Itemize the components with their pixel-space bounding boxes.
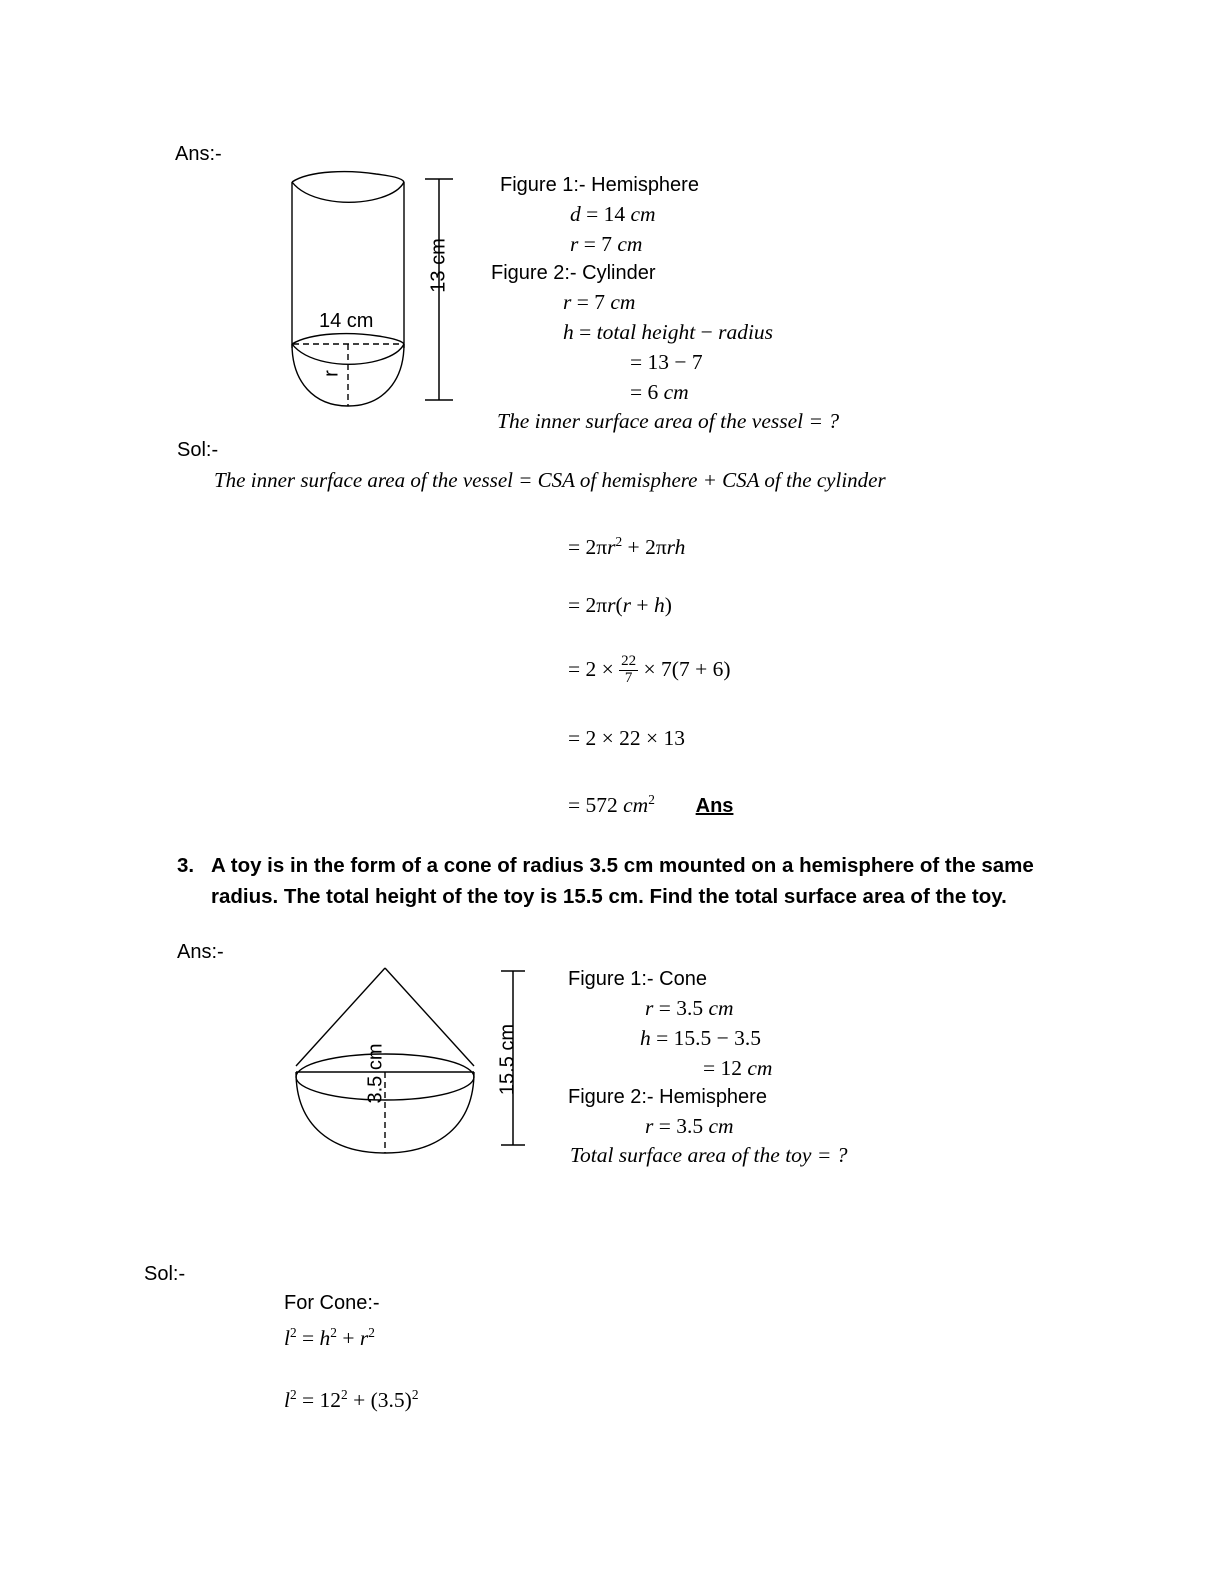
toy-radius-label: 3.5 cm xyxy=(364,1043,387,1104)
figure1-heading-q2: Figure 1:- Hemisphere xyxy=(500,174,699,196)
times-sign: × xyxy=(601,657,614,682)
q2-fig2-height-step2 xyxy=(630,382,689,404)
q2-step-2 xyxy=(568,595,672,617)
figure1-heading-q3: Figure 1:- Cone xyxy=(568,968,707,990)
d-value: 14 xyxy=(603,202,626,226)
value-b: 7 xyxy=(691,350,703,374)
r-symbol: r xyxy=(359,1326,369,1351)
value-a: 12 xyxy=(319,1388,342,1413)
ans-tag: Ans xyxy=(695,795,734,818)
q2-fig2-height-expr xyxy=(563,322,773,344)
answer-label-q2: Ans:- xyxy=(175,143,222,165)
vessel-height-label: 13 cm xyxy=(427,238,450,293)
value-b: 3.5 xyxy=(734,1026,762,1050)
minus: − xyxy=(674,350,687,374)
figure2-heading-q3: Figure 2:- Hemisphere xyxy=(568,1086,767,1108)
value: 6 xyxy=(647,380,659,404)
tail-expression: 7(7 + 6) xyxy=(661,657,731,682)
fraction-22-over-7 xyxy=(619,654,638,687)
times-sign: × xyxy=(643,657,656,682)
plus: + xyxy=(627,535,640,560)
value-a: 15.5 xyxy=(673,1026,712,1050)
q2-fig2-radius xyxy=(563,292,635,314)
two-pi: 2π xyxy=(585,593,608,617)
q2-fig2-height-step1 xyxy=(630,352,703,374)
r-symbol: r xyxy=(570,232,579,256)
toy-height-label: 15.5 cm xyxy=(496,1023,519,1096)
fraction-denominator: 7 xyxy=(619,670,638,687)
q2-fig1-radius xyxy=(570,234,642,256)
r-value: 3.5 xyxy=(676,1114,704,1138)
unit: cm xyxy=(623,793,649,818)
equals: = xyxy=(658,1114,671,1138)
q3-question-restate: Total surface area of the toy = ? xyxy=(570,1143,848,1167)
equals: = xyxy=(568,726,581,750)
minus: − xyxy=(700,320,713,344)
q3-cone-radius xyxy=(645,998,734,1020)
equals: = xyxy=(302,1388,315,1413)
two-pi: 2π xyxy=(645,535,667,560)
r-symbol: r xyxy=(563,290,572,314)
radius-term: radius xyxy=(718,320,774,344)
equals: = xyxy=(656,1026,669,1050)
exponent-2: 2 xyxy=(648,792,655,807)
equals: = xyxy=(579,320,592,344)
exponent-2: 2 xyxy=(411,1387,419,1402)
equals: = xyxy=(568,593,581,617)
solution-label-q3: Sol:- xyxy=(144,1263,186,1285)
d-symbol: d xyxy=(570,202,581,226)
r-symbol: r xyxy=(645,996,654,1020)
exponent-2: 2 xyxy=(289,1325,297,1340)
two-pi: 2π xyxy=(585,535,608,560)
l-symbol: l xyxy=(284,1326,290,1351)
value: 12 xyxy=(720,1056,743,1080)
unit: cm xyxy=(610,290,636,314)
r-symbol: r xyxy=(607,593,616,617)
r-symbol: r xyxy=(645,1114,654,1138)
question-3-text: A toy is in the form of a cone of radius 3.5 cm mounted on a hemisphere of the same radius. The total height of the toy is 15.5 cm. Find the total surface area of the toy. xyxy=(211,854,1034,908)
q3-cone-height-result xyxy=(703,1058,772,1080)
plus: + xyxy=(353,1388,366,1413)
equals: = xyxy=(568,657,581,682)
solution-label-q2: Sol:- xyxy=(177,439,219,461)
q3-slant-formula xyxy=(284,1326,375,1350)
unit: cm xyxy=(663,380,689,404)
h-symbol: h xyxy=(319,1326,331,1351)
exponent-2: 2 xyxy=(615,534,623,549)
equals: = xyxy=(658,996,671,1020)
rh-term: rh xyxy=(666,535,686,560)
r-symbol: r xyxy=(607,535,616,560)
q2-step-4 xyxy=(568,728,685,750)
answer-label-q3: Ans:- xyxy=(177,941,224,963)
plus: + xyxy=(636,593,649,617)
q2-step-1 xyxy=(568,535,685,559)
open-paren: ( xyxy=(615,593,623,617)
h-symbol: h xyxy=(563,320,574,344)
product-expression: 2 × 22 × 13 xyxy=(585,726,686,750)
figure2-heading-q2: Figure 2:- Cylinder xyxy=(491,262,656,284)
minus: − xyxy=(716,1026,729,1050)
value-b: (3.5) xyxy=(370,1388,412,1413)
value-a: 13 xyxy=(647,350,670,374)
equals: = xyxy=(576,290,589,314)
r-value: 3.5 xyxy=(676,996,704,1020)
lead-factor: 2 xyxy=(585,657,597,682)
exponent-2: 2 xyxy=(341,1387,348,1402)
equals: = xyxy=(630,380,643,404)
exponent-2: 2 xyxy=(289,1387,297,1402)
unit: cm xyxy=(708,1114,734,1138)
exponent-2: 2 xyxy=(368,1325,375,1340)
for-cone-label: For Cone:- xyxy=(284,1292,380,1314)
unit: cm xyxy=(708,996,734,1020)
close-paren: ) xyxy=(664,593,672,617)
unit: cm xyxy=(630,202,656,226)
unit: cm xyxy=(747,1056,773,1080)
final-value: 572 xyxy=(585,793,618,818)
vessel-diameter-label: 14 cm xyxy=(319,310,374,332)
q2-fig1-diameter xyxy=(570,204,656,226)
plus: + xyxy=(342,1326,355,1351)
unit: cm xyxy=(617,232,643,256)
equals: = xyxy=(586,202,599,226)
h-symbol: h xyxy=(640,1026,651,1050)
q2-formula-line: The inner surface area of the vessel = CSA of hemisphere + CSA of the cylinder xyxy=(214,468,886,492)
equals: = xyxy=(630,350,643,374)
exponent-2: 2 xyxy=(330,1325,337,1340)
equals: = xyxy=(302,1326,315,1351)
q3-cone-height-expr xyxy=(640,1028,761,1050)
r-symbol: r xyxy=(622,593,632,617)
question-3-number: 3. xyxy=(177,854,195,877)
equals: = xyxy=(568,793,581,818)
q2-step-3 xyxy=(568,655,731,688)
r-value: 7 xyxy=(594,290,606,314)
fraction-numerator: 22 xyxy=(621,653,637,669)
q2-question-restate: The inner surface area of the vessel = ? xyxy=(497,409,840,433)
equals: = xyxy=(703,1056,716,1080)
total-height-term: total height xyxy=(596,320,696,344)
q2-step-5-final xyxy=(568,793,733,817)
equals: = xyxy=(568,535,581,560)
q3-slant-substituted xyxy=(284,1388,418,1412)
equals: = xyxy=(583,232,596,256)
h-symbol: h xyxy=(653,593,665,617)
q3-hemisphere-radius xyxy=(645,1116,734,1138)
r-value: 7 xyxy=(601,232,613,256)
l-symbol: l xyxy=(284,1388,290,1413)
vessel-radius-label: r xyxy=(320,370,343,377)
